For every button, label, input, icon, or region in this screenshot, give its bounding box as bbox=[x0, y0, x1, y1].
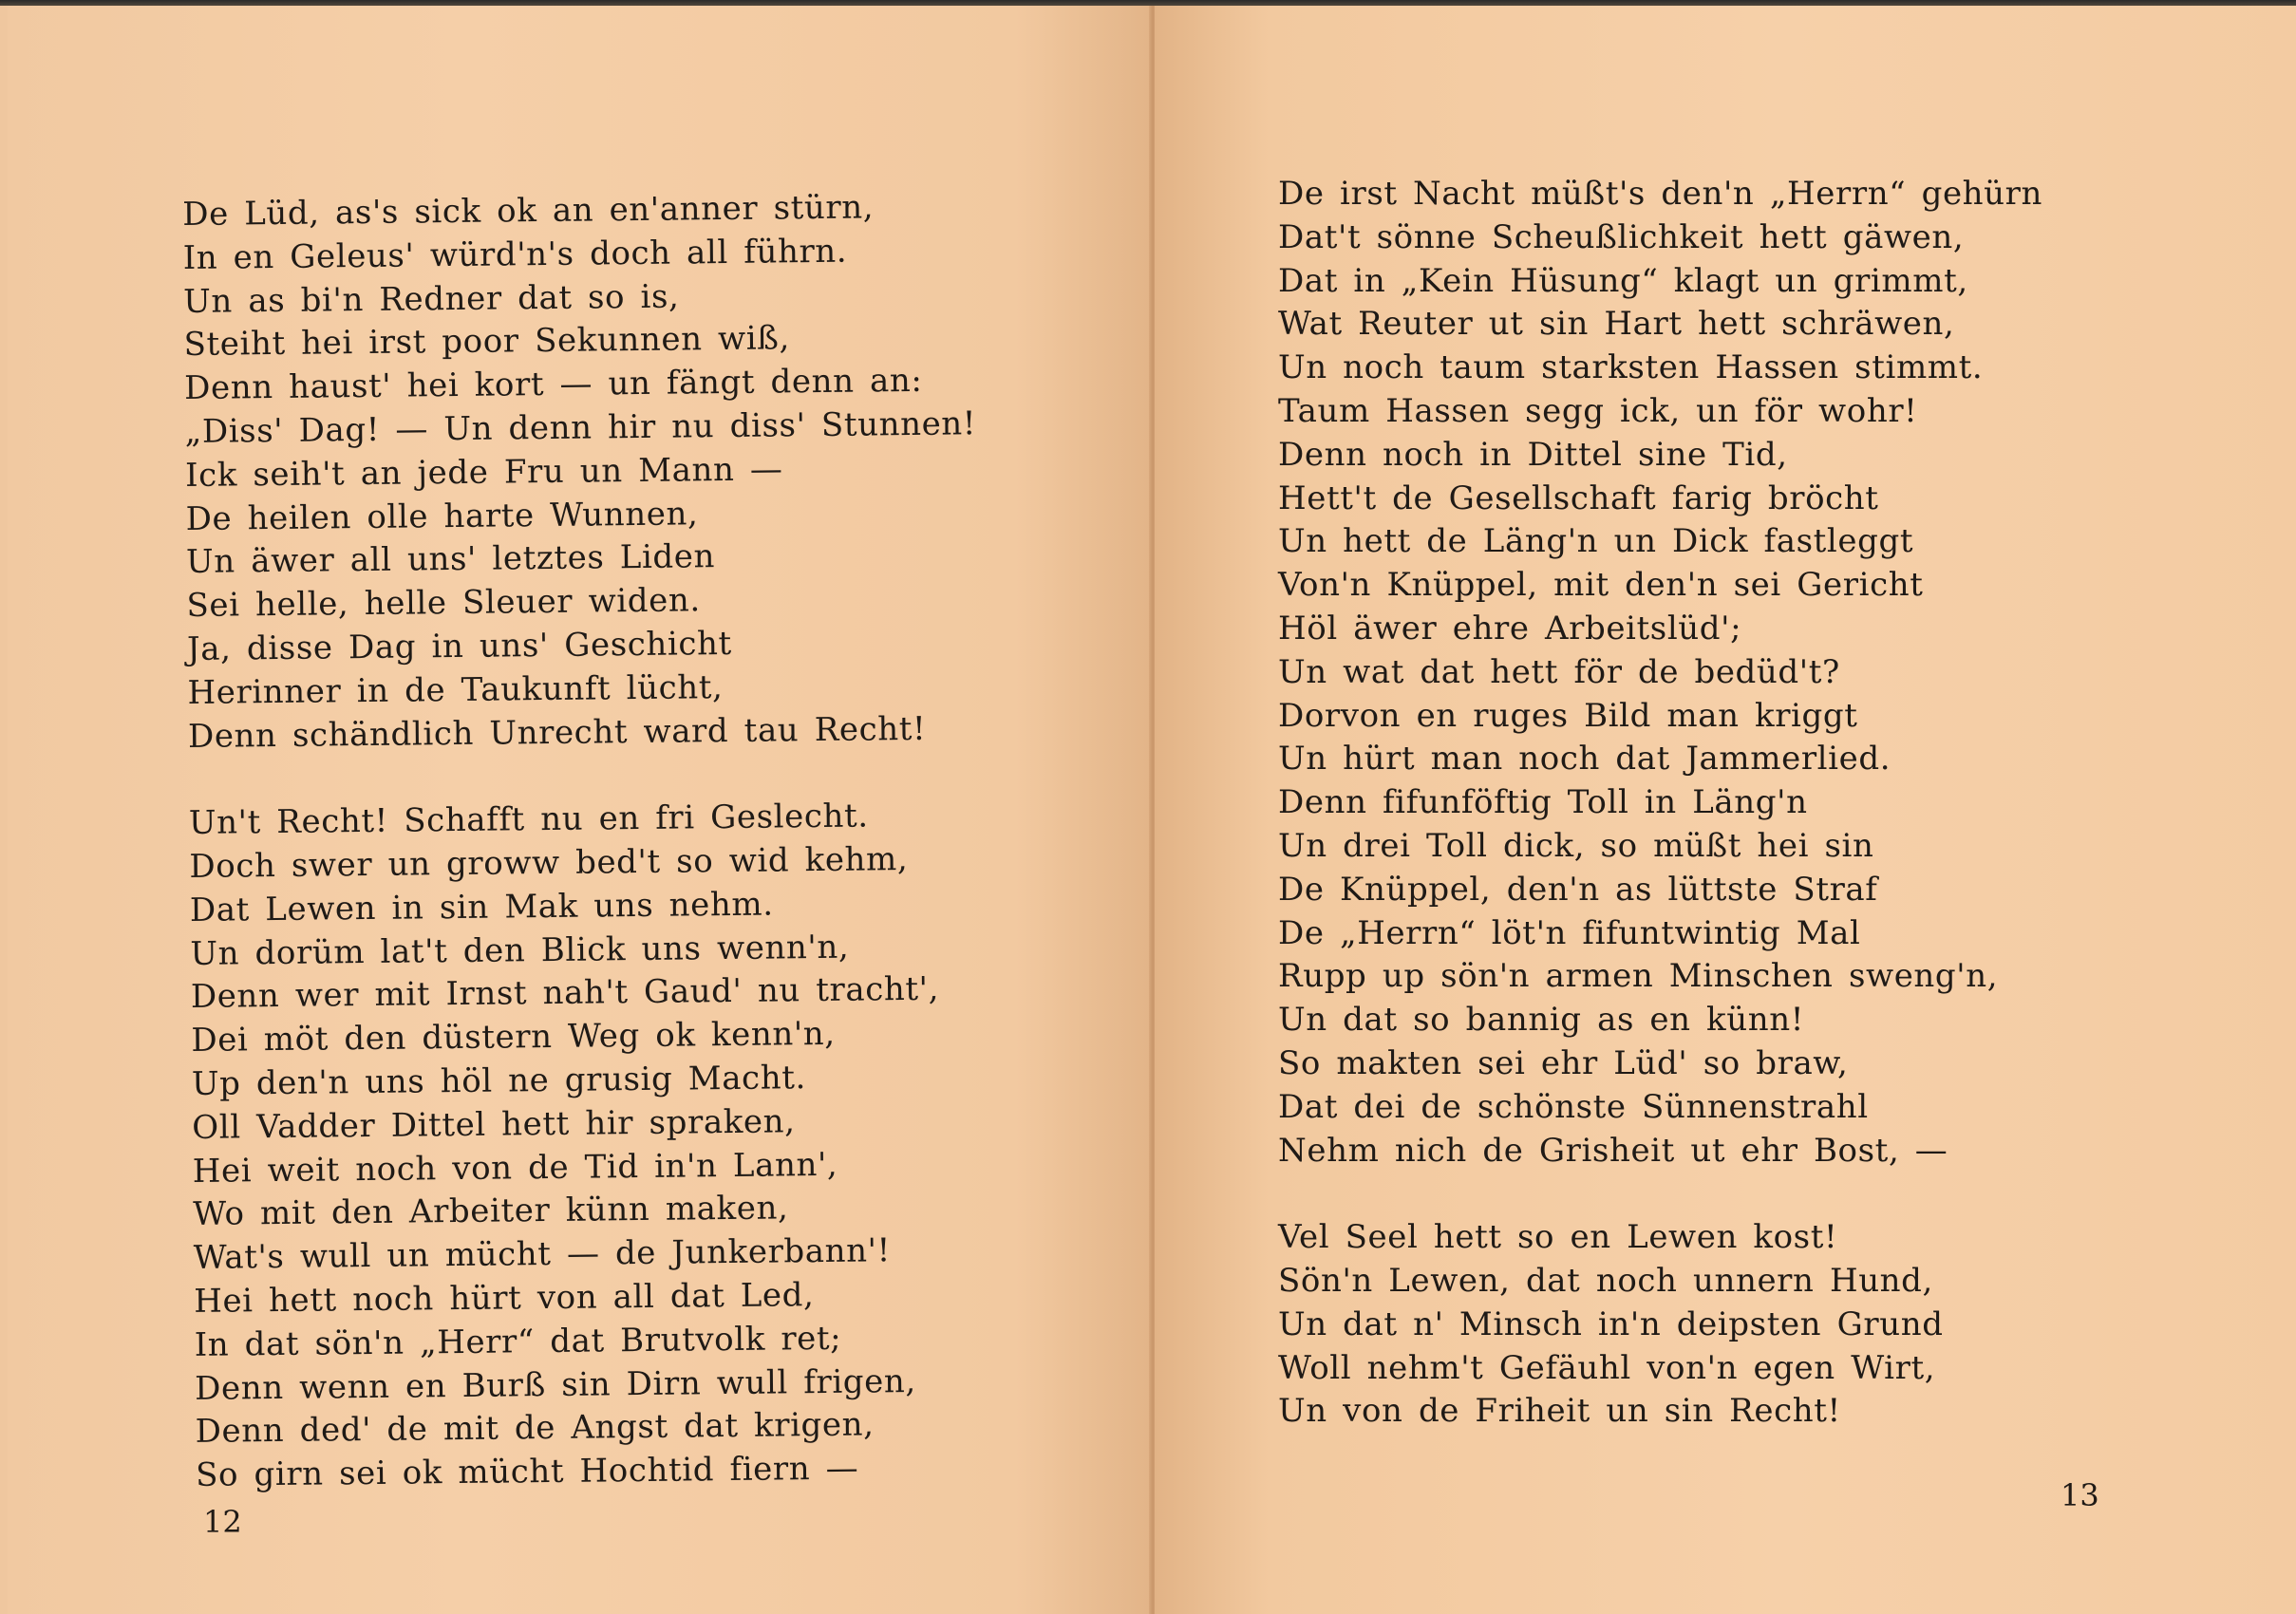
poem-line: Denn schändlich Unrecht ward tau Recht! bbox=[187, 709, 927, 756]
poem-line: Wat's wull un mücht — de Junkerbann'! bbox=[193, 1231, 892, 1278]
poem-line: De Knüppel, den'n as lüttste Straf bbox=[1278, 870, 1878, 909]
poem-line: Un dat n' Minsch in'n deipsten Grund bbox=[1278, 1304, 1944, 1343]
poem-line: „Diss' Dag! — Un denn hir nu diss' Stunnen! bbox=[184, 404, 977, 451]
poem-line: Un hürt man noch dat Jammerlied. bbox=[1278, 740, 1891, 779]
poem-line: Dei möt den düstern Weg ok kenn'n, bbox=[191, 1014, 836, 1060]
poem-line: Dat Lewen in sin Mak uns nehm. bbox=[189, 885, 774, 929]
poem-line: Dat't sönne Scheußlichkeit hett gäwen, bbox=[1278, 217, 1965, 256]
poem-line: Denn haust' hei kort — un fängt denn an: bbox=[183, 362, 923, 408]
poem-line: Sön'n Lewen, dat noch unnern Hund, bbox=[1278, 1261, 1933, 1300]
poem-line: Höl äwer ehre Arbeitslüd'; bbox=[1278, 609, 1742, 647]
poem-line: Herinner in de Taukunft lücht, bbox=[187, 667, 724, 712]
poem-line: Hei weit noch von de Tid in'n Lann', bbox=[192, 1145, 838, 1191]
poem-line: Un äwer all uns' letztes Liden bbox=[185, 537, 716, 582]
poem-line: Wat Reuter ut sin Hart hett schräwen, bbox=[1278, 305, 1955, 344]
poem-line: Hei hett noch hürt von all dat Led, bbox=[194, 1276, 815, 1321]
poem-line: Un't Recht! Schafft nu en fri Geslecht. bbox=[188, 797, 869, 843]
poem-line: De „Herrn“ löt'n fifuntwintig Mal bbox=[1278, 913, 1861, 952]
poem-line: Oll Vadder Dittel hett hir spraken, bbox=[192, 1102, 796, 1147]
poem-line: Un noch taum starksten Hassen stimmt. bbox=[1278, 348, 1984, 387]
poem-line: Taum Hassen segg ick, un för wohr! bbox=[1278, 391, 1918, 430]
poem-line: Denn ded' de mit de Angst dat krigen, bbox=[195, 1405, 875, 1452]
right-page-number: 13 bbox=[2061, 1477, 2099, 1513]
left-page-poem bbox=[182, 185, 988, 1498]
poem-line: Dat dei de schönste Sünnenstrahl bbox=[1278, 1087, 1869, 1126]
poem-line: Un as bi'n Redner dat so is, bbox=[182, 277, 680, 321]
poem-line: Up den'n uns höl ne grusig Macht. bbox=[191, 1059, 807, 1103]
poem-line: Un von de Friheit un sin Recht! bbox=[1278, 1392, 1841, 1431]
poem-line: Dat in „Kein Hüsung“ klagt un grimmt, bbox=[1278, 261, 1968, 300]
poem-line: De irst Nacht müßt's den'n „Herrn“ gehürn bbox=[1278, 175, 2043, 213]
stanza-break bbox=[1278, 1173, 2042, 1216]
right-page-poem bbox=[1278, 173, 2042, 1434]
poem-line: Un wat dat hett för de bedüd't? bbox=[1278, 652, 1840, 691]
poem-line: Nehm nich de Grisheit ut ehr Bost, — bbox=[1278, 1131, 1948, 1170]
poem-line: Woll nehm't Gefäuhl von'n egen Wirt, bbox=[1278, 1348, 1936, 1387]
poem-line: Denn fifunföftig Toll in Läng'n bbox=[1278, 783, 1808, 822]
poem-line: Denn wer mit Irnst nah't Gaud' nu tracht', bbox=[190, 970, 940, 1017]
poem-line: Denn wenn en Burß sin Dirn wull frigen, bbox=[194, 1361, 917, 1408]
poem-line: Un drei Toll dick, so müßt hei sin bbox=[1278, 826, 1874, 865]
poem-line: Ja, disse Dag in uns' Geschicht bbox=[186, 624, 733, 668]
poem-line: De heilen olle harte Wunnen, bbox=[185, 494, 699, 538]
poem-line: Un dorüm lat't den Blick uns wenn'n, bbox=[190, 928, 850, 973]
poem-line: Ick seih't an jede Fru un Mann — bbox=[184, 450, 783, 495]
poem-line: So girn sei ok mücht Hochtid fiern — bbox=[195, 1449, 859, 1495]
poem-line: Hett't de Gesellschaft farig bröcht bbox=[1278, 479, 1879, 517]
left-page-number: 12 bbox=[203, 1504, 242, 1540]
poem-line: So makten sei ehr Lüd' so braw, bbox=[1278, 1043, 1849, 1082]
poem-line: Denn noch in Dittel sine Tid, bbox=[1278, 435, 1788, 474]
poem-line: Wo mit den Arbeiter künn maken, bbox=[193, 1189, 789, 1234]
poem-line: Doch swer un groww bed't so wid kehm, bbox=[189, 839, 909, 886]
poem-line: Un dat so bannig as en künn! bbox=[1278, 1001, 1804, 1040]
poem-line: Sei helle, helle Sleuer widen. bbox=[186, 581, 701, 626]
poem-line: Vel Seel hett so en Lewen kost! bbox=[1278, 1218, 1838, 1257]
poem-line: De Lüd, as's sick ok an en'anner stürn, bbox=[182, 188, 875, 234]
poem-line: Rupp up sön'n armen Minschen sweng'n, bbox=[1278, 957, 1999, 996]
poem-line: Von'n Knüppel, mit den'n sei Gericht bbox=[1278, 566, 1924, 605]
poem-line: Un hett de Läng'n un Dick fastleggt bbox=[1278, 522, 1914, 561]
poem-line: Dorvon en ruges Bild man kriggt bbox=[1278, 696, 1858, 735]
poem-line: In dat sön'n „Herr“ dat Brutvolk ret; bbox=[194, 1319, 842, 1364]
poem-line: Steiht hei irst poor Sekunnen wiß, bbox=[183, 319, 791, 365]
poem-line: In en Geleus' würd'n's doch all führn. bbox=[182, 232, 848, 277]
